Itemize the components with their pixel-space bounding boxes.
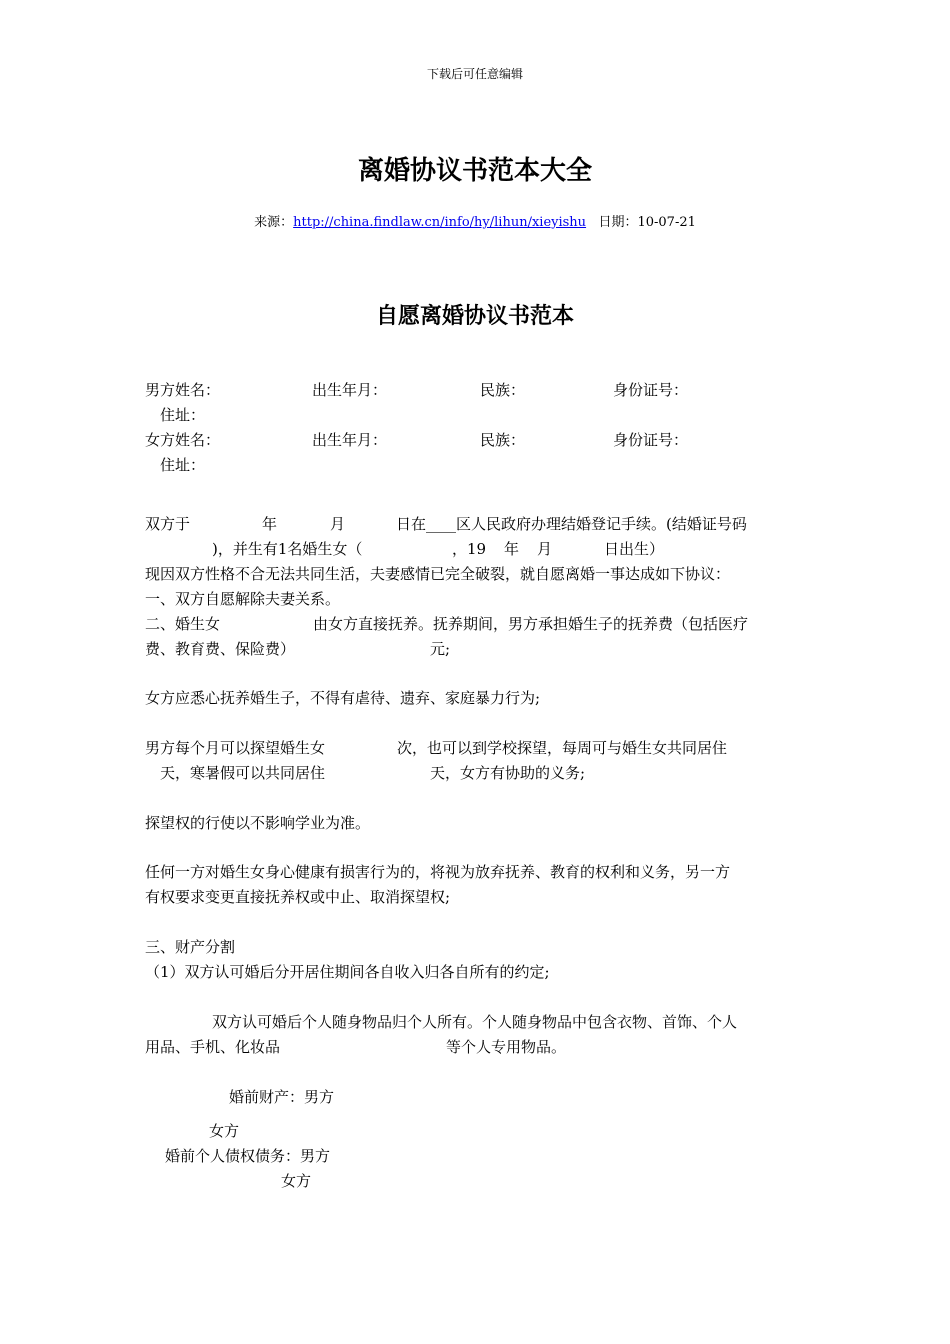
visit-line2-a: 天，寒暑假可以共同居住 <box>160 764 326 782</box>
main-title: 离婚协议书范本大全 <box>357 156 592 186</box>
visit-line1-b: 次，也可以到学校探望，每周可与婚生女共同居住 <box>397 739 728 757</box>
header-note: 下载后可任意编辑 <box>426 67 523 81</box>
husband-birth-label: 出生年月： <box>312 381 388 399</box>
marriage-line1-b: 年 <box>262 515 278 533</box>
husband-id-label: 身份证号： <box>613 381 689 399</box>
sub-title: 自愿离婚协议书范本 <box>375 304 574 329</box>
marriage-line1-c: 月 <box>330 515 346 533</box>
visit-line1-a: 男方每个月可以探望婚生女 <box>145 739 326 757</box>
source-label: 来源： <box>254 215 294 230</box>
premarital-debt-husband: 婚前个人债权债务：男方 <box>165 1147 331 1165</box>
personal-items-line2-a: 用品、手机、化妆品 <box>145 1038 281 1056</box>
care-line: 女方应悉心抚养婚生子，不得有虐待、遗弃、家庭暴力行为; <box>145 689 541 707</box>
source-link[interactable]: http://china.findlaw.cn/info/hy/lihun/xieyishu <box>293 215 587 230</box>
source-line <box>0 216 950 229</box>
clause-2-line1-b: 由女方直接抚养。抚养期间，男方承担婚生子的抚养费（包括医疗 <box>313 615 749 633</box>
visit-line2-b: 天，女方有协助的义务; <box>430 764 586 782</box>
wife-ethnicity-label: 民族： <box>480 431 526 449</box>
personal-items-line2-b: 等个人专用物品。 <box>446 1038 567 1056</box>
personal-items-line1: 双方认可婚后个人随身物品归个人所有。个人随身物品中包含衣物、首饰、个人 <box>212 1013 738 1031</box>
wife-name-label: 女方姓名： <box>145 431 221 449</box>
source-date: 日期：10-07-21 <box>598 215 696 230</box>
clause-1: 一、双方自愿解除夫妻关系。 <box>145 590 341 608</box>
marriage-line2-c: 年 <box>504 540 520 558</box>
premarital-property-husband: 婚前财产：男方 <box>229 1088 335 1106</box>
clause-2-line2-b: 元; <box>430 640 451 658</box>
premarital-property-wife: 女方 <box>209 1122 240 1140</box>
marriage-line2-e: 日出生） <box>604 540 665 558</box>
husband-address-label: 住址： <box>160 406 206 424</box>
wife-address-label: 住址： <box>160 456 206 474</box>
premarital-debt-wife: 女方 <box>281 1172 312 1190</box>
marriage-line2-a: )，并生有1名婚生女（ <box>212 540 363 558</box>
marriage-line3: 现因双方性格不合无法共同生活，夫妻感情已完全破裂，就自愿离婚一事达成如下协议： <box>145 565 731 583</box>
visit-rule: 探望权的行使以不影响学业为准。 <box>145 814 371 832</box>
wife-birth-label: 出生年月： <box>312 431 388 449</box>
husband-name-label: 男方姓名： <box>145 381 221 399</box>
harm-line2: 有权要求变更直接抚养权或中止、取消探望权; <box>145 888 451 906</box>
marriage-line2-b: ，19 <box>452 540 487 558</box>
husband-ethnicity-label: 民族： <box>480 381 526 399</box>
harm-line1: 任何一方对婚生女身心健康有损害行为的，将视为放弃抚养、教育的权利和义务，另一方 <box>145 863 731 881</box>
marriage-line1-d: 日在____区人民政府办理结婚登记手续。(结婚证号码 <box>396 515 747 533</box>
marriage-line2-d: 月 <box>537 540 553 558</box>
marriage-line1-a: 双方于 <box>145 515 191 533</box>
clause-2-line1-a: 二、婚生女 <box>145 615 221 633</box>
clause-3-item1: （1）双方认可婚后分开居住期间各自收入归各自所有的约定; <box>145 963 550 981</box>
clause-3-heading: 三、财产分割 <box>145 938 236 956</box>
wife-id-label: 身份证号： <box>613 431 689 449</box>
clause-2-line2-a: 费、教育费、保险费） <box>145 640 296 658</box>
